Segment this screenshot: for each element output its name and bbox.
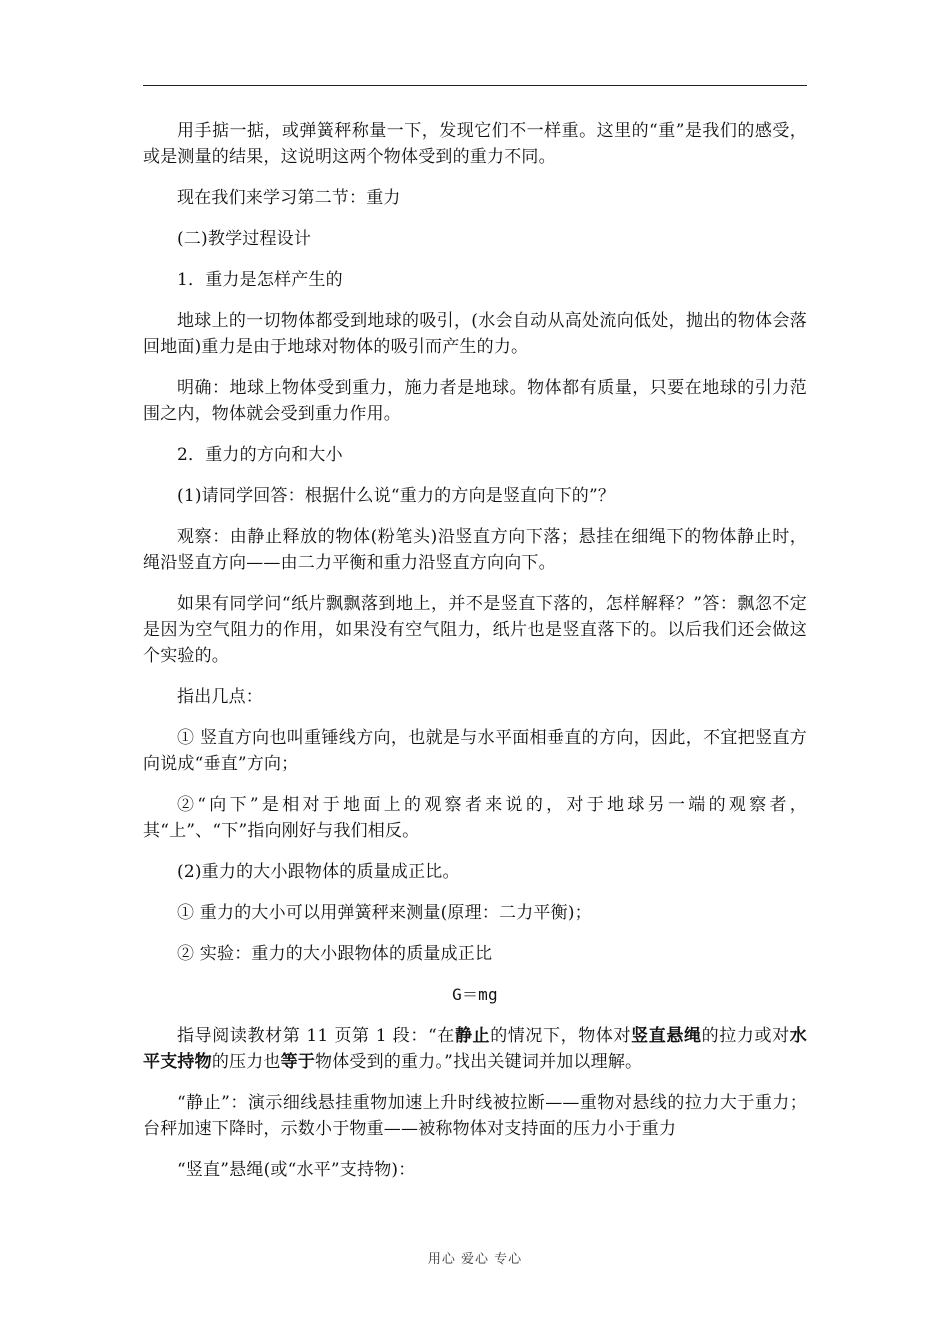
paragraph: 现在我们来学习第二节：重力 bbox=[177, 188, 401, 208]
paragraph: 明确：地球上物体受到重力，施力者是地球。物体都有质量，只要在地球的引力范围之内，物体就会受到重力作用。 bbox=[143, 378, 807, 424]
reading-text: 物体受到的重力。”找出关键词并加以理解。 bbox=[315, 1052, 643, 1072]
list-item: ②“向下”是相对于地面上的观察者来说的，对于地球另一端的观察者，其“上”、“下”指向刚好与我们相反。 bbox=[143, 795, 807, 841]
page-footer: 用心 爱心 专心 bbox=[427, 1252, 523, 1267]
list-item: ① 竖直方向也叫重锤线方向，也就是与水平面相垂直的方向，因此，不宜把竖直方向说成“垂直”方向； bbox=[143, 728, 807, 774]
formula: G＝mg bbox=[452, 985, 498, 1004]
list-item: ① 重力的大小可以用弹簧秤来测量(原理：二力平衡)； bbox=[177, 903, 592, 923]
keyword-equal: 等于 bbox=[280, 1052, 316, 1072]
numbered-heading: 2．重力的方向和大小 bbox=[177, 445, 343, 465]
paragraph: (2)重力的大小跟物体的质量成正比。 bbox=[177, 862, 460, 882]
paragraph: 用手掂一掂，或弹簧秤称量一下，发现它们不一样重。这里的“重”是我们的感受，或是测量的结果，这说明这两个物体受到的重力不同。 bbox=[143, 121, 807, 167]
list-item: ② 实验：重力的大小跟物体的质量成正比 bbox=[177, 944, 493, 964]
paragraph: “竖直”悬绳(或“水平”支持物)： bbox=[177, 1160, 416, 1180]
paragraph: 如果有同学问“纸片飘飘落到地上，并不是竖直下落的，怎样解释？”答：飘忽不定是因为空气阻力的作用，如果没有空气阻力，纸片也是竖直落下的。以后我们还会做这个实验的。 bbox=[143, 594, 807, 666]
section-heading: (二)教学过程设计 bbox=[177, 229, 312, 249]
header-rule bbox=[143, 85, 807, 86]
paragraph: (1)请同学回答：根据什么说“重力的方向是竖直向下的”？ bbox=[177, 486, 616, 506]
reading-text: 指导阅读教材第 11 页第 1 段：“在 bbox=[177, 1026, 455, 1046]
keyword-static: 静止 bbox=[454, 1026, 491, 1046]
keyword-vertical-rope: 竖直悬绳 bbox=[631, 1026, 702, 1046]
keyword-horizontal-support: 水平支持物 bbox=[143, 1026, 807, 1072]
reading-text: 的压力也 bbox=[211, 1052, 281, 1072]
numbered-heading: 1．重力是怎样产生的 bbox=[177, 270, 343, 290]
reading-text: 的情况下，物体对 bbox=[490, 1026, 632, 1046]
reading-text: 的拉力或对 bbox=[701, 1026, 790, 1046]
reading-paragraph bbox=[143, 1023, 807, 1075]
paragraph: 观察：由静止释放的物体(粉笔头)沿竖直方向下落；悬挂在细绳下的物体静止时，绳沿竖直方向——由二力平衡和重力沿竖直方向向下。 bbox=[143, 527, 807, 573]
paragraph: “静止”：演示细线悬挂重物加速上升时线被拉断——重物对悬线的拉力大于重力；台秤加速下降时，示数小于物重——被称物体对支持面的压力小于重力 bbox=[143, 1093, 807, 1139]
document-body bbox=[143, 118, 807, 1198]
paragraph: 地球上的一切物体都受到地球的吸引，(水会自动从高处流向低处，抛出的物体会落回地面)重力是由于地球对物体的吸引而产生的力。 bbox=[143, 311, 807, 357]
paragraph: 指出几点： bbox=[177, 687, 263, 707]
